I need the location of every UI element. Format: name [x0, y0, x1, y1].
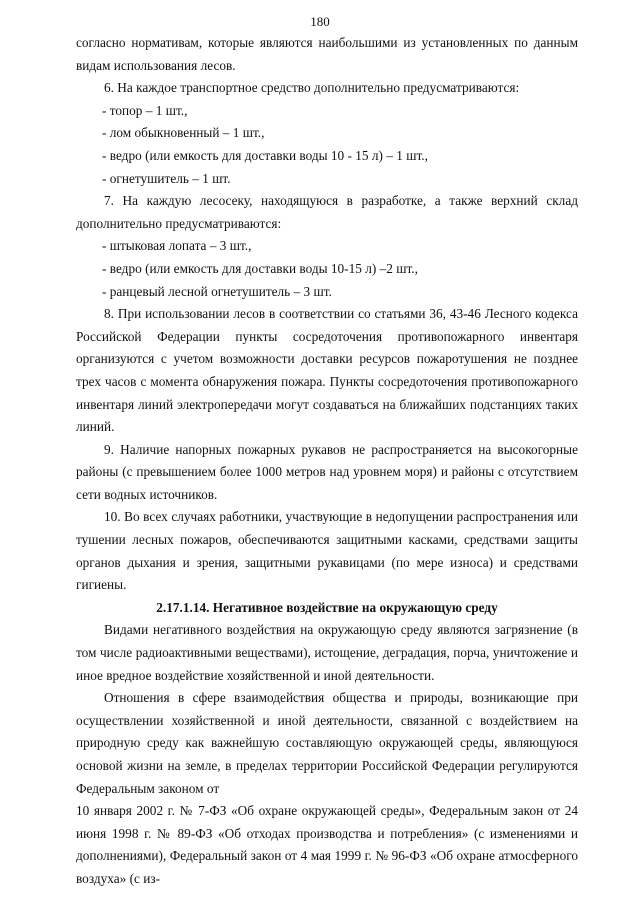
- section-heading: 2.17.1.14. Негативное воздействие на окружающую среду: [156, 599, 498, 615]
- paragraph: 10. Во всех случаях работники, участвующие в недопущении распространения или тушении лесных пожаров, обеспечиваются защитными касками, средствами защиты органов дыхания и зрения, защитными рукавицами (по мере износа) и средствами гигиены.: [76, 509, 578, 593]
- paragraph: 6. На каждое транспортное средство дополнительно предусматриваются:: [104, 80, 520, 96]
- paragraph: 8. При использовании лесов в соответствии со статьями 36, 43-46 Лесного кодекса Российской Федерации пункты сосредоточения противопожарного инвентаря организуются с учетом возможности доставки ресурсов пожаротушения не позднее трех часов с момента обнаружения пожара. Пункты сосредоточения противопожарного инвентаря линий электропередачи могут создаваться на ближайших подстанциях таких линий.: [76, 306, 578, 435]
- list-item: - штыковая лопата – 3 шт.,: [102, 238, 252, 254]
- list-item: - ранцевый лесной огнетушитель – 3 шт.: [102, 283, 332, 299]
- paragraph: Отношения в сфере взаимодействия общества и природы, возникающие при осуществлении хозяйственной и иной деятельности, связанной с воздействием на природную среду как важнейшую составляющую окружающей среды, являющуюся основой жизни на земле, в пределах территории Российской Федерации регулируются Федеральным законом от: [76, 690, 578, 796]
- paragraph: Видами негативного воздействия на окружающую среду являются загрязнение (в том числе радиоактивными веществами), истощение, деградация, порча, уничтожение и иное вредное воздействие хозяйственной и иной деятельности.: [76, 622, 578, 683]
- paragraph: 9. Наличие напорных пожарных рукавов не распространяется на высокогорные районы (с превышением более 1000 метров над уровнем моря) и районы с отсутствием сети водных источников.: [76, 441, 578, 502]
- list-item: - топор – 1 шт.,: [102, 102, 188, 118]
- list-item: - лом обыкновенный – 1 шт.,: [102, 125, 265, 141]
- list-item: - огнетушитель – 1 шт.: [102, 170, 231, 186]
- paragraph: 10 января 2002 г. № 7-ФЗ «Об охране окружающей среды», Федеральным закон от 24 июня 1998 г. № 89-ФЗ «Об отходах производства и потребления» (с изменениями и дополнениями), Федеральный закон от 4 мая 1999 г. № 96-ФЗ «Об охране атмосферного воздуха» (с из-: [76, 803, 578, 886]
- document-body: [76, 32, 578, 891]
- list-item: - ведро (или емкость для доставки воды 10 - 15 л) – 1 шт.,: [102, 147, 428, 163]
- page-number: 180: [310, 14, 330, 29]
- paragraph: согласно нормативам, которые являются наибольшими из установленных по данным видам использования лесов.: [76, 35, 578, 73]
- paragraph: 7. На каждую лесосеку, находящуюся в разработке, а также верхний склад дополнительно предусматриваются:: [76, 193, 578, 231]
- list-item: - ведро (или емкость для доставки воды 10-15 л) –2 шт.,: [102, 260, 418, 276]
